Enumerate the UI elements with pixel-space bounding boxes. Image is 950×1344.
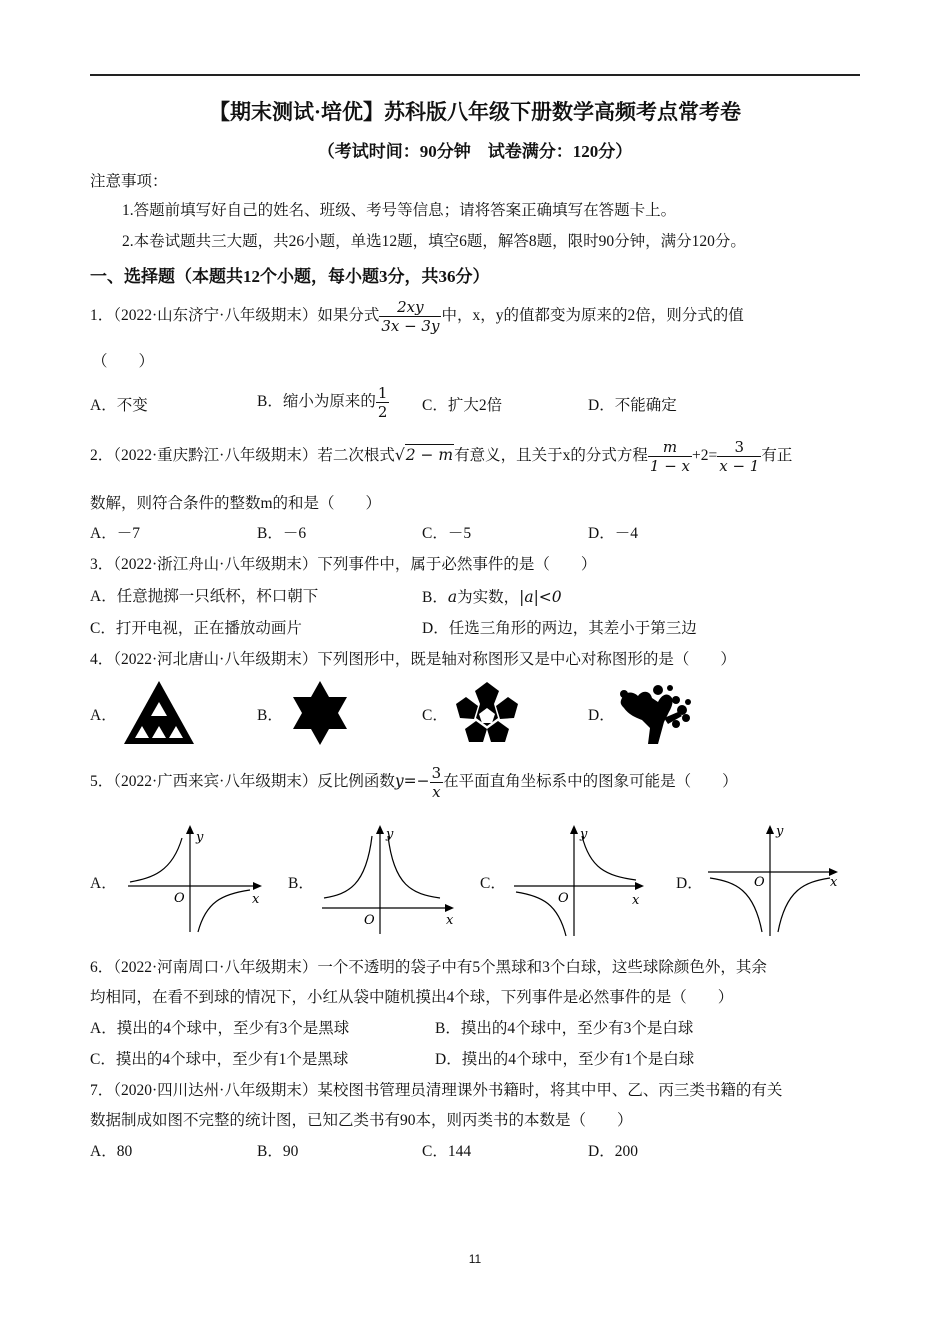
- six-pointed-star-figure: [288, 680, 352, 746]
- q2-text-mid: 有意义，且关于x的分式方程: [454, 447, 648, 465]
- q2-fraction-2-denominator: x − 1: [719, 457, 760, 475]
- q1-option-b-text: B．缩小为原来的: [257, 393, 376, 411]
- q1-option-b[interactable]: [257, 384, 389, 421]
- q7-option-d[interactable]: D．200: [588, 1143, 638, 1160]
- q2-option-a[interactable]: A．－7: [90, 525, 140, 542]
- question-1-stem: [90, 298, 744, 335]
- q2-fraction-1-denominator: 1 − x: [649, 457, 690, 475]
- graph-d: [704, 820, 850, 938]
- q3-option-c[interactable]: C．打开电视，正在播放动画片: [90, 620, 302, 637]
- q1-option-d[interactable]: D．不能确定: [588, 397, 677, 414]
- q1-fraction-denominator: 3x − 3y: [381, 317, 440, 335]
- q6-option-a[interactable]: A．摸出的4个球中，至少有3个是黑球: [90, 1020, 350, 1037]
- graph-b-origin-label: O: [364, 913, 375, 928]
- exam-info: （考试时间：90分钟 试卷满分：120分）: [317, 142, 633, 161]
- q5-text-post: 在平面直角坐标系中的图象可能是（ ）: [443, 773, 738, 791]
- q1-option-c[interactable]: C．扩大2倍: [422, 397, 503, 414]
- q1-text-pre: 1．（2022·山东济宁·八年级期末）如果分式: [90, 307, 380, 325]
- q1-option-b-denominator: 2: [377, 403, 388, 421]
- q5-option-a[interactable]: A．: [90, 875, 117, 892]
- q3-option-b[interactable]: [422, 587, 562, 608]
- q2-fraction-1-numerator: m: [662, 438, 678, 456]
- q4-option-c[interactable]: C．: [422, 707, 448, 724]
- graph-a-y-label: y: [196, 830, 204, 845]
- q1-fraction-numerator: 2xy: [397, 298, 424, 316]
- q2-option-b[interactable]: B．－6: [257, 525, 307, 542]
- q5-option-d[interactable]: D．: [676, 875, 703, 892]
- question-3-stem: 3．（2022·浙江舟山·八年级期末）下列事件中，属于必然事件的是（ ）: [90, 556, 597, 573]
- q6-option-b[interactable]: B．摸出的4个球中，至少有3个是白球: [435, 1020, 694, 1037]
- q1-option-a[interactable]: A．不变: [90, 397, 148, 414]
- q5-option-c[interactable]: C．: [480, 875, 506, 892]
- coral-tree-figure: [618, 684, 694, 746]
- q2-plus: +2=: [692, 447, 718, 465]
- graph-c-y-label: y: [580, 827, 588, 842]
- question-4-stem: 4．（2022·河北唐山·八年级期末）下列图形中，既是轴对称图形又是中心对称图形的是（ ）: [90, 651, 736, 668]
- q5-text-pre: 5．（2022·广西来宾·八年级期末）反比例函数: [90, 773, 395, 791]
- q5-fraction-numerator: 3: [431, 764, 442, 782]
- q3-option-b-expr: |a|<0: [519, 588, 562, 606]
- q1-answer-paren: （ ）: [92, 353, 155, 370]
- q4-option-d[interactable]: D．: [588, 707, 615, 724]
- question-5-stem: [90, 764, 738, 801]
- question-7-stem-line-2: 数据制成如图不完整的统计图，已知乙类书有90本，则丙类书的本数是（ ）: [90, 1112, 633, 1129]
- q7-option-c[interactable]: C．144: [422, 1143, 472, 1160]
- q2-line-2: 数解，则符合条件的整数m的和是（ ）: [90, 495, 382, 512]
- question-2-stem: 2．（2022·重庆黔江·八年级期末）若二次根式√2 − m有意义，且关于x的分式方程 $\frac{m}{1 - x}$ +2= $\frac{3}{x - 1}$ 有正: [90, 438, 793, 475]
- graph-b-x-label: x: [446, 913, 454, 928]
- q1-text-post: 中，x，y的值都变为原来的2倍，则分式的值: [441, 307, 744, 325]
- sierpinski-triangle-figure: [122, 680, 196, 746]
- q2-text-pre: 2．（2022·重庆黔江·八年级期末）若二次根式: [90, 447, 395, 465]
- q5-option-b[interactable]: B．: [288, 875, 314, 892]
- graph-a-origin-label: O: [174, 891, 185, 906]
- question-7-stem-line-1: 7．（2020·四川达州·八年级期末）某校图书管理员清理课外书籍时，将其中甲、乙、丙三类书籍的有关: [90, 1082, 783, 1099]
- question-6-stem-line-2: 均相同，在看不到球的情况下，小红从袋中随机摸出4个球，下列事件是必然事件的是（ ）: [90, 989, 734, 1006]
- q1-option-b-numerator: 1: [377, 384, 388, 402]
- q7-option-a[interactable]: A．80: [90, 1143, 133, 1160]
- q4-option-b[interactable]: B．: [257, 707, 283, 724]
- q6-option-c[interactable]: C．摸出的4个球中，至少有1个是黑球: [90, 1051, 349, 1068]
- q7-option-b[interactable]: B．90: [257, 1143, 299, 1160]
- section-heading: 一、选择题（本题共12个小题，每小题3分，共36分）: [90, 267, 490, 286]
- pentagon-flower-figure: [452, 680, 522, 746]
- q3-option-b-text: 为实数，: [457, 589, 520, 606]
- notes-heading: 注意事项：: [90, 173, 168, 190]
- graph-c-x-label: x: [632, 893, 640, 908]
- q2-fraction-1: [648, 438, 692, 475]
- q2-fraction-2-numerator: 3: [734, 438, 745, 456]
- q2-option-d[interactable]: D．－4: [588, 525, 638, 542]
- q3-option-d[interactable]: D．任选三角形的两边，其差小于第三边: [422, 620, 697, 637]
- q2-fraction-2: [717, 438, 761, 475]
- graph-b: [318, 820, 464, 938]
- notes-item-1: 1.答题前填写好自己的姓名、班级、考号等信息；请将答案正确填写在答题卡上。: [122, 202, 677, 219]
- q5-fraction-denominator: x: [430, 782, 444, 801]
- q4-option-a[interactable]: A．: [90, 707, 117, 724]
- question-6-stem-line-1: 6．（2022·河南周口·八年级期末）一个不透明的袋子中有5个黑球和3个白球，这些球除颜色外，其余: [90, 959, 767, 976]
- graph-a-x-label: x: [252, 892, 260, 907]
- header-rule: [90, 74, 860, 76]
- q5-function-lhs: y=−: [394, 772, 430, 791]
- q3-option-b-label: B．: [422, 589, 448, 606]
- q2-option-c[interactable]: C．－5: [422, 525, 472, 542]
- graph-c-origin-label: O: [558, 891, 569, 906]
- q1-fraction: [379, 298, 441, 335]
- q5-fraction: [430, 764, 444, 801]
- graph-d-origin-label: O: [754, 875, 765, 890]
- q3-option-b-var: a: [447, 588, 458, 606]
- page-number: 11: [468, 1252, 482, 1266]
- q3-option-a[interactable]: A．任意抛掷一只纸杯，杯口朝下: [90, 588, 319, 605]
- page-title: 【期末测试·培优】苏科版八年级下册数学高频考点常考卷: [208, 100, 741, 124]
- q2-text-post: 有正: [761, 447, 793, 465]
- graph-d-x-label: x: [830, 875, 838, 890]
- graph-d-y-label: y: [776, 824, 784, 839]
- graph-a: [122, 820, 272, 938]
- graph-c: [510, 820, 656, 938]
- notes-item-2: 2.本卷试题共三大题，共26小题，单选12题，填空6题，解答8题，限时90分钟，满分120分。: [122, 233, 746, 250]
- graph-b-y-label: y: [386, 827, 394, 842]
- q1-option-b-fraction: [376, 384, 390, 421]
- q6-option-d[interactable]: D．摸出的4个球中，至少有1个是白球: [435, 1051, 695, 1068]
- q2-radical: 2 − m: [405, 446, 454, 465]
